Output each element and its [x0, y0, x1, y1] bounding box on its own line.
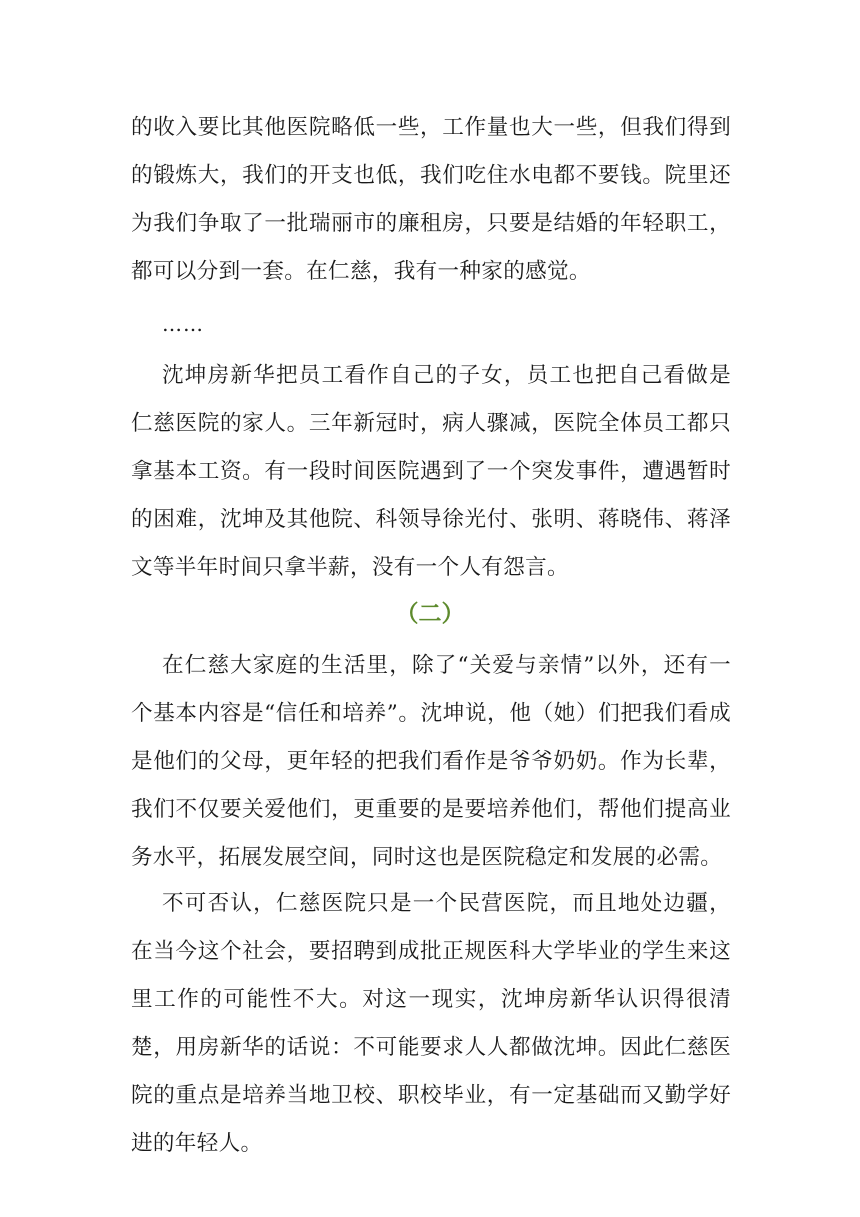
section-heading: （二）	[395, 600, 465, 627]
paragraph-3: 在仁慈大家庭的生活里，除了“关爱与亲情”以外，还有一个基本内容是“信任和培养”。沈坤说，他（她）们把我们看成是他们的父母，更年轻的把我们看作是爷爷奶奶。作为长辈，我们不仅要关爱他们，更重要的是要培养他们，帮他们提高业务水平，拓展发展空间，同时这也是医院稳定和发展的必需。	[131, 653, 731, 870]
paragraph-2: 沈坤房新华把员工看作自己的子女，员工也把自己看做是仁慈医院的家人。三年新冠时，病人骤减，医院全体员工都只拿基本工资。有一段时间医院遇到了一个突发事件，遭遇暂时的困难，沈坤及其他院、科领导徐光付、张明、蒋晓伟、蒋泽文等半年时间只拿半薪，没有一个人有怨言。	[131, 363, 731, 580]
ellipsis: ……	[162, 312, 204, 336]
paragraph-1: 的收入要比其他医院略低一些，工作量也大一些，但我们得到的锻炼大，我们的开支也低，我们吃住水电都不要钱。院里还为我们争取了一批瑞丽市的廉租房，只要是结婚的年轻职工，都可以分到一套。在仁慈，我有一种家的感觉。	[131, 115, 731, 284]
paragraph-4: 不可否认，仁慈医院只是一个民营医院，而且地处边疆，在当今这个社会，要招聘到成批正规医科大学毕业的学生来这里工作的可能性不大。对这一现实，沈坤房新华认识得很清楚，用房新华的话说：不可能要求人人都做沈坤。因此仁慈医院的重点是培养当地卫校、职校毕业，有一定基础而又勤学好进的年轻人。	[131, 891, 731, 1156]
